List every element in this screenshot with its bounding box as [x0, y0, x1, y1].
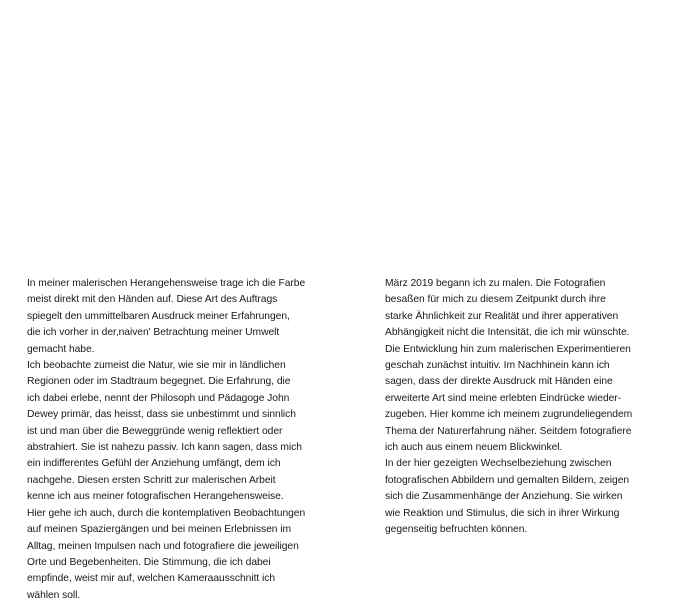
- text-line: Dewey primär, das heisst, dass sie unbestimmt und sinnlich: [27, 409, 296, 421]
- text-line: Abhängigkeit nicht die Intensität, die ich mir wünschte.: [385, 327, 630, 339]
- text-line: gemacht habe.: [27, 343, 95, 355]
- text-line: Thema der Naturerfahrung näher. Seitdem fotografiere: [385, 425, 632, 437]
- text-line: sagen, dass der direkte Ausdruck mit Händen eine: [385, 376, 613, 388]
- text-line: Orte und Begebenheiten. Die Stimmung, die ich dabei: [27, 556, 271, 568]
- text-line: ein indifferentes Gefühl der Anziehung umfängt, dem ich: [27, 458, 281, 470]
- text-line: kenne ich aus meiner fotografischen Herangehensweise.: [27, 491, 284, 503]
- text-line: empfinde, weist mir auf, welchen Kameraausschnitt ich: [27, 573, 276, 585]
- text-line: Regionen oder im Stadtraum begegnet. Die Erfahrung, die: [27, 376, 291, 388]
- text-line: erweiterte Art sind meine erlebten Eindrücke wieder-: [385, 392, 622, 404]
- text-line: Die Entwicklung hin zum malerischen Experimentieren: [385, 343, 631, 355]
- text-line: In meiner malerischen Herangehensweise trage ich die Farbe: [27, 278, 306, 289]
- text-line: geschah zunächst intuitiv. Im Nachhinein kann ich: [385, 360, 610, 372]
- text-line: Hier gehe ich auch, durch die kontemplativen Beobachtungen: [27, 507, 306, 519]
- text-line: sich die Zusammenhänge der Anziehung. Sie wirken: [385, 491, 623, 503]
- text-line: besaßen für mich zu diesem Zeitpunkt durch ihre: [385, 294, 606, 306]
- text-line: wählen soll.: [27, 589, 81, 601]
- text-line: die ich vorher in der‚naiven' Betrachtung meiner Umwelt: [27, 327, 280, 339]
- text-line: abstrahiert. Sie ist nahezu passiv. Ich kann sagen, dass mich: [27, 442, 302, 454]
- left-text-column: [27, 276, 345, 604]
- text-line: Ich beobachte zumeist die Natur, wie sie mir in ländlichen: [27, 360, 286, 372]
- text-line: spiegelt den ummittelbaren Ausdruck meiner Erfahrungen,: [27, 310, 290, 322]
- text-line: starke Ähnlichkeit zur Realität und ihrer apperativen: [385, 310, 619, 322]
- text-line: nachgehe. Diesen ersten Schritt zur malerischen Arbeit: [27, 474, 276, 486]
- text-line: März 2019 begann ich zu malen. Die Fotografien: [385, 278, 606, 289]
- right-text-column: [385, 276, 670, 539]
- text-line: wie Reaktion und Stimulus, die sich in ihrer Wirkung: [385, 507, 620, 519]
- text-line: ich dabei erlebe, nennt der Philosoph und Pädagoge John: [27, 392, 290, 404]
- text-line: gegenseitig befruchten können.: [385, 524, 528, 536]
- text-line: zugeben. Hier komme ich meinem zugrundeliegendem: [385, 409, 633, 421]
- text-line: meist direkt mit den Händen auf. Diese Art des Auftrags: [27, 294, 278, 306]
- text-line: In der hier gezeigten Wechselbeziehung zwischen: [385, 458, 612, 470]
- text-line: ist und man über die Beweggründe wenig reflektiert oder: [27, 425, 283, 437]
- text-line: Alltag, meinen Impulsen nach und fotografiere die jeweiligen: [27, 540, 299, 552]
- text-line: auf meinen Spaziergängen und bei meinen Erlebnissen im: [27, 524, 292, 536]
- text-line: fotografischen Abbildern und gemalten Bildern, zeigen: [385, 474, 630, 486]
- text-line: ich auch aus einem neuem Blickwinkel.: [385, 442, 563, 454]
